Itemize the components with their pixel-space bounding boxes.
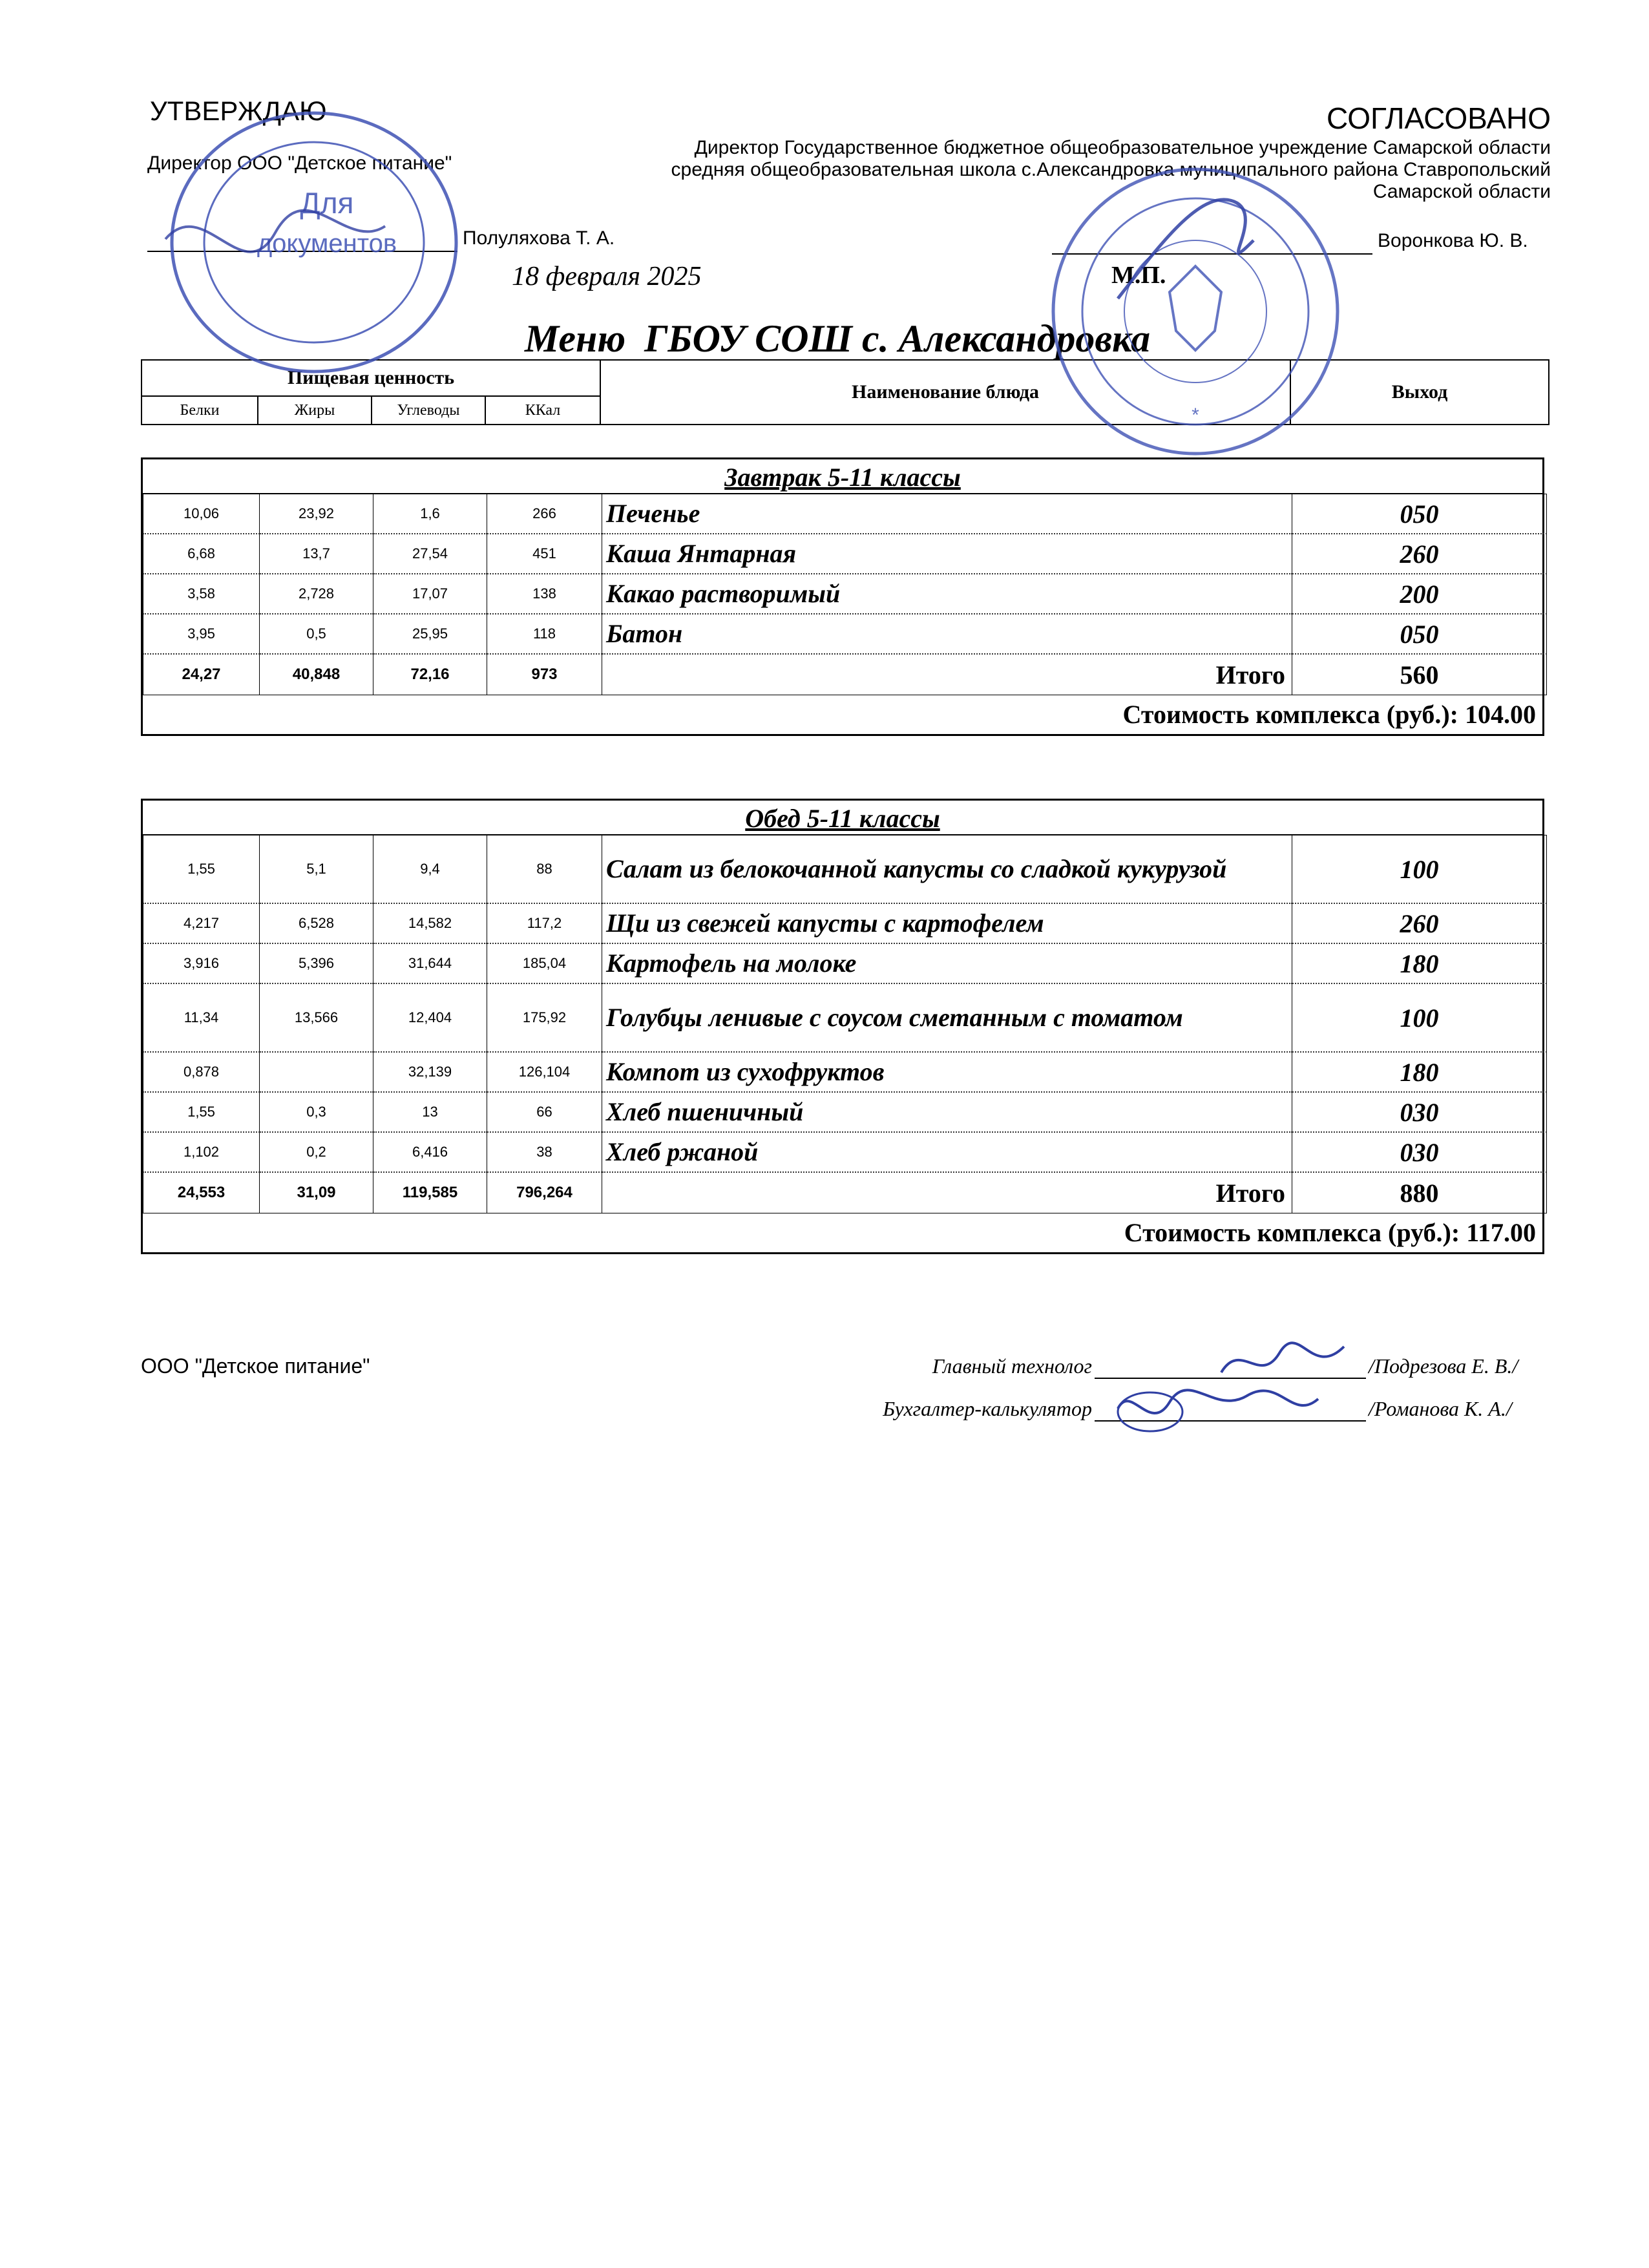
table-row (143, 903, 1547, 943)
tech-name: /Подрезова Е. В./ (1369, 1354, 1518, 1378)
approve-name: Полуляхова Т. А. (463, 227, 615, 249)
kcal-cell: 451 (487, 534, 602, 574)
stamp-place-label: М.П. (1111, 262, 1166, 289)
output-cell: 100 (1292, 835, 1547, 904)
dish-name-cell: Компот из сухофруктов (602, 1052, 1292, 1092)
proteins-cell: 0,878 (143, 1052, 260, 1092)
carbs-cell: 17,07 (373, 574, 487, 614)
accountant-label: Бухгалтер-калькулятор (883, 1397, 1092, 1420)
table-row (143, 835, 1547, 904)
fats-cell: 2,728 (260, 574, 373, 614)
title-school: ГБОУ СОШ с. Александровка (644, 317, 1151, 360)
dish-name-cell: Какао растворимый (602, 574, 1292, 614)
table-row (143, 1052, 1547, 1092)
carbs-cell: 13 (373, 1092, 487, 1132)
output-cell: 100 (1292, 983, 1547, 1052)
proteins-header: Белки (142, 396, 258, 425)
title-prefix: Меню (524, 317, 626, 360)
total-carbs-cell: 119,585 (373, 1172, 487, 1213)
stamp-word-2: документов (257, 229, 397, 258)
tech-label: Главный технолог (932, 1354, 1092, 1378)
total-proteins-cell: 24,553 (143, 1172, 260, 1213)
fats-cell: 5,396 (260, 943, 373, 983)
right-stamp-icon (1021, 163, 1370, 460)
output-cell: 050 (1292, 614, 1547, 654)
carbs-cell: 9,4 (373, 835, 487, 904)
breakfast-title: Завтрак 5-11 классы (143, 459, 1542, 494)
nutrition-group-header: Пищевая ценность (142, 360, 600, 396)
kcal-cell: 138 (487, 574, 602, 614)
output-cell: 050 (1292, 494, 1547, 534)
fats-cell: 6,528 (260, 903, 373, 943)
table-row (143, 983, 1547, 1052)
dish-name-cell: Печенье (602, 494, 1292, 534)
table-row (143, 534, 1547, 574)
output-cell: 260 (1292, 534, 1547, 574)
output-cell: 180 (1292, 1052, 1547, 1092)
fats-cell: 0,5 (260, 614, 373, 654)
kcal-cell: 266 (487, 494, 602, 534)
total-kcal-cell: 973 (487, 654, 602, 695)
proteins-cell: 1,55 (143, 1092, 260, 1132)
proteins-cell: 6,68 (143, 534, 260, 574)
agree-name: Воронкова Ю. В. (1378, 230, 1528, 251)
lunch-table (143, 835, 1547, 1213)
output-cell: 030 (1292, 1092, 1547, 1132)
breakfast-cost: Стоимость комплекса (руб.): 104.00 (1122, 700, 1536, 729)
dish-name-cell: Батон (602, 614, 1292, 654)
total-label: Итого (602, 1172, 1292, 1213)
carbs-cell: 25,95 (373, 614, 487, 654)
carbs-cell: 14,582 (373, 903, 487, 943)
total-label: Итого (602, 654, 1292, 695)
kcal-cell: 38 (487, 1132, 602, 1172)
table-row (143, 1092, 1547, 1132)
total-output-cell: 880 (1292, 1172, 1547, 1213)
fats-header: Жиры (258, 396, 372, 425)
total-proteins-cell: 24,27 (143, 654, 260, 695)
output-cell: 260 (1292, 903, 1547, 943)
proteins-cell: 11,34 (143, 983, 260, 1052)
table-row (143, 494, 1547, 534)
total-fats-cell: 40,848 (260, 654, 373, 695)
total-output-cell: 560 (1292, 654, 1547, 695)
table-row (143, 614, 1547, 654)
dish-name-cell: Салат из белокочанной капусты со сладкой кукурузой (602, 835, 1292, 904)
total-row (143, 654, 1547, 695)
left-stamp-icon (152, 97, 488, 375)
fats-cell: 0,2 (260, 1132, 373, 1172)
table-row (143, 943, 1547, 983)
approve-role: Директор ООО "Детское питание" (147, 152, 452, 174)
proteins-cell: 3,58 (143, 574, 260, 614)
lunch-title: Обед 5-11 классы (143, 801, 1542, 835)
dish-name-cell: Щи из свежей капусты с картофелем (602, 903, 1292, 943)
accountant-signature-icon (1111, 1376, 1325, 1441)
lunch-section (141, 799, 1544, 1254)
dish-column-header: Наименование блюда (600, 360, 1290, 425)
carbs-cell: 12,404 (373, 983, 487, 1052)
svg-text:*: * (1192, 404, 1199, 426)
proteins-cell: 10,06 (143, 494, 260, 534)
carbs-cell: 31,644 (373, 943, 487, 983)
proteins-cell: 4,217 (143, 903, 260, 943)
carbs-cell: 1,6 (373, 494, 487, 534)
proteins-cell: 3,95 (143, 614, 260, 654)
fats-cell: 13,566 (260, 983, 373, 1052)
total-fats-cell: 31,09 (260, 1172, 373, 1213)
lunch-cost: Стоимость комплекса (руб.): 117.00 (1124, 1218, 1536, 1247)
agree-role: Директор Государственное бюджетное общеобразовательное учреждение Самарской области средняя общеобразовательная школа с.Александровка муниципального района Ставропольский Самарской области (671, 137, 1551, 202)
dish-name-cell: Каша Янтарная (602, 534, 1292, 574)
agree-title: СОГЛАСОВАНО (1327, 101, 1551, 135)
fats-cell: 13,7 (260, 534, 373, 574)
document-date: 18 февраля 2025 (512, 262, 702, 291)
total-carbs-cell: 72,16 (373, 654, 487, 695)
fats-cell: 0,3 (260, 1092, 373, 1132)
output-column-header: Выход (1290, 360, 1549, 425)
fats-cell: 5,1 (260, 835, 373, 904)
output-cell: 200 (1292, 574, 1547, 614)
table-row (143, 574, 1547, 614)
total-kcal-cell: 796,264 (487, 1172, 602, 1213)
kcal-cell: 126,104 (487, 1052, 602, 1092)
stamp-word: Для (300, 186, 354, 220)
kcal-cell: 118 (487, 614, 602, 654)
accountant-name: /Романова К. А./ (1369, 1397, 1512, 1420)
kcal-cell: 117,2 (487, 903, 602, 943)
kcal-cell: 175,92 (487, 983, 602, 1052)
table-row (143, 1132, 1547, 1172)
carbs-cell: 27,54 (373, 534, 487, 574)
carbs-header: Углеводы (372, 396, 485, 425)
fats-cell (260, 1052, 373, 1092)
dish-name-cell: Хлеб ржаной (602, 1132, 1292, 1172)
fats-cell: 23,92 (260, 494, 373, 534)
kcal-cell: 66 (487, 1092, 602, 1132)
breakfast-section (141, 457, 1544, 736)
approve-title: УТВЕРЖДАЮ (150, 96, 327, 126)
kcal-cell: 88 (487, 835, 602, 904)
carbs-cell: 32,139 (373, 1052, 487, 1092)
footer-organization: ООО "Детское питание" (141, 1354, 370, 1378)
output-cell: 180 (1292, 943, 1547, 983)
proteins-cell: 1,55 (143, 835, 260, 904)
total-row (143, 1172, 1547, 1213)
dish-name-cell: Хлеб пшеничный (602, 1092, 1292, 1132)
kcal-header: ККал (485, 396, 600, 425)
output-cell: 030 (1292, 1132, 1547, 1172)
carbs-cell: 6,416 (373, 1132, 487, 1172)
breakfast-table (143, 494, 1547, 695)
kcal-cell: 185,04 (487, 943, 602, 983)
proteins-cell: 1,102 (143, 1132, 260, 1172)
proteins-cell: 3,916 (143, 943, 260, 983)
dish-name-cell: Картофель на молоке (602, 943, 1292, 983)
dish-name-cell: Голубцы ленивые с соусом сметанным с томатом (602, 983, 1292, 1052)
